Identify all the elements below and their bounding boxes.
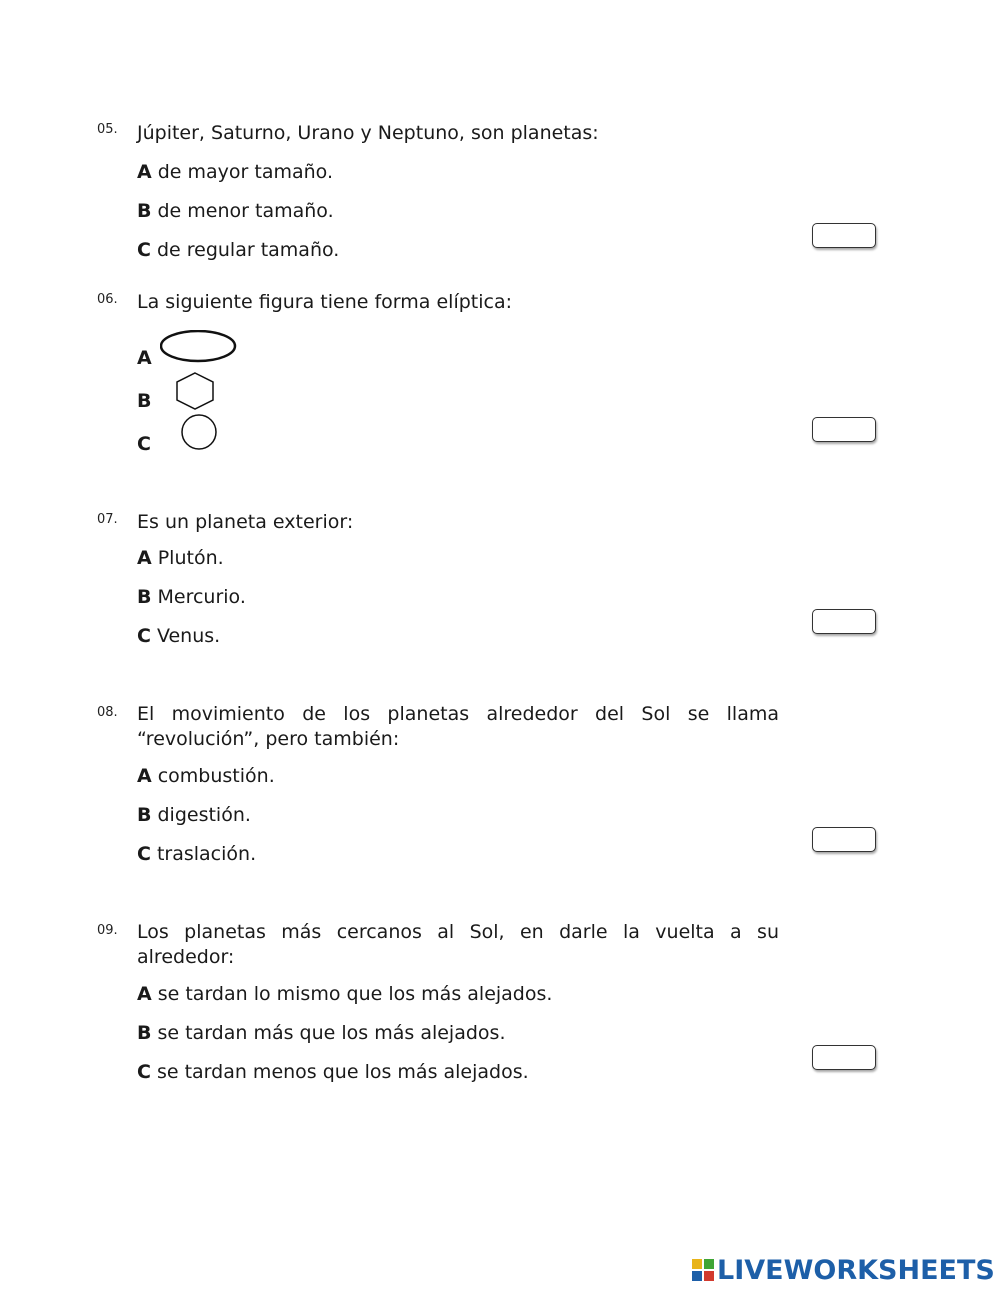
- option-a: [137, 160, 333, 185]
- option-text: de menor tamaño.: [157, 200, 334, 222]
- option-letter: A: [137, 347, 152, 369]
- question-number: 06.: [97, 292, 118, 307]
- option-text: traslación.: [156, 843, 257, 865]
- option-letter: B: [137, 1022, 152, 1044]
- option-letter: C: [137, 1061, 151, 1083]
- answer-box-05[interactable]: [812, 223, 876, 248]
- option-text: de regular tamaño.: [156, 239, 340, 261]
- answer-input[interactable]: [813, 224, 875, 247]
- option-text: Mercurio.: [157, 586, 246, 608]
- option-letter: B: [137, 390, 152, 412]
- question-number: 05.: [97, 122, 118, 137]
- question-text: La siguiente figura tiene forma elíptica:: [137, 291, 512, 313]
- option-letter: A: [137, 983, 152, 1005]
- option-letter: B: [137, 804, 152, 826]
- option-text: Venus.: [156, 625, 221, 647]
- answer-box-06[interactable]: [812, 417, 876, 442]
- option-letter: C: [137, 433, 151, 455]
- question-number: 07.: [97, 512, 118, 527]
- option-letter: B: [137, 200, 152, 222]
- option-c: [137, 1060, 529, 1085]
- option-text: combustión.: [157, 765, 275, 787]
- option-a: [137, 346, 158, 371]
- logo-square-yellow: [692, 1259, 702, 1269]
- option-text: se tardan menos que los más alejados.: [156, 1061, 529, 1083]
- answer-input[interactable]: [813, 610, 875, 633]
- option-b: [137, 1021, 505, 1046]
- option-letter: B: [137, 586, 152, 608]
- option-letter: C: [137, 625, 151, 647]
- question-text: Júpiter, Saturno, Urano y Neptuno, son planetas:: [137, 122, 599, 144]
- option-letter: A: [137, 765, 152, 787]
- answer-input[interactable]: [813, 418, 875, 441]
- option-letter: C: [137, 843, 151, 865]
- answer-input[interactable]: [813, 1046, 875, 1069]
- answer-box-09[interactable]: [812, 1045, 876, 1070]
- option-b: [137, 389, 157, 414]
- option-c: [137, 624, 220, 649]
- option-c: [137, 842, 256, 867]
- option-b: [137, 199, 334, 224]
- logo-text: LIVEWORKSHEETS: [717, 1254, 995, 1286]
- question-text: Los planetas más cercanos al Sol, en darle la vuelta a su alrededor:: [137, 921, 779, 968]
- liveworksheets-logo: [692, 1255, 995, 1285]
- question-number: 09.: [97, 923, 118, 938]
- question-number: 08.: [97, 705, 118, 720]
- option-text: se tardan lo mismo que los más alejados.: [157, 983, 553, 1005]
- logo-square-blue: [692, 1271, 702, 1281]
- ellipse-icon: [160, 330, 238, 364]
- option-letter: C: [137, 239, 151, 261]
- question-text: Es un planeta exterior:: [137, 511, 354, 533]
- option-b: [137, 803, 251, 828]
- option-letter: A: [137, 547, 152, 569]
- option-b: [137, 585, 246, 610]
- answer-input[interactable]: [813, 828, 875, 851]
- option-a: [137, 764, 275, 789]
- circle-icon: [180, 413, 220, 453]
- question-text: El movimiento de los planetas alrededor del Sol se llama “revolución”, pero también:: [137, 703, 779, 750]
- option-text: de mayor tamaño.: [157, 161, 333, 183]
- logo-mark-icon: [692, 1259, 714, 1281]
- option-c: [137, 238, 339, 263]
- option-a: [137, 982, 552, 1007]
- option-text: se tardan más que los más alejados.: [157, 1022, 506, 1044]
- option-letter: A: [137, 161, 152, 183]
- option-a: [137, 546, 224, 571]
- hexagon-icon: [175, 371, 217, 411]
- option-c: [137, 432, 157, 457]
- option-text: digestión.: [157, 804, 251, 826]
- option-text: Plutón.: [157, 547, 224, 569]
- answer-box-07[interactable]: [812, 609, 876, 634]
- logo-square-red: [704, 1271, 714, 1281]
- logo-square-green: [704, 1259, 714, 1269]
- answer-box-08[interactable]: [812, 827, 876, 852]
